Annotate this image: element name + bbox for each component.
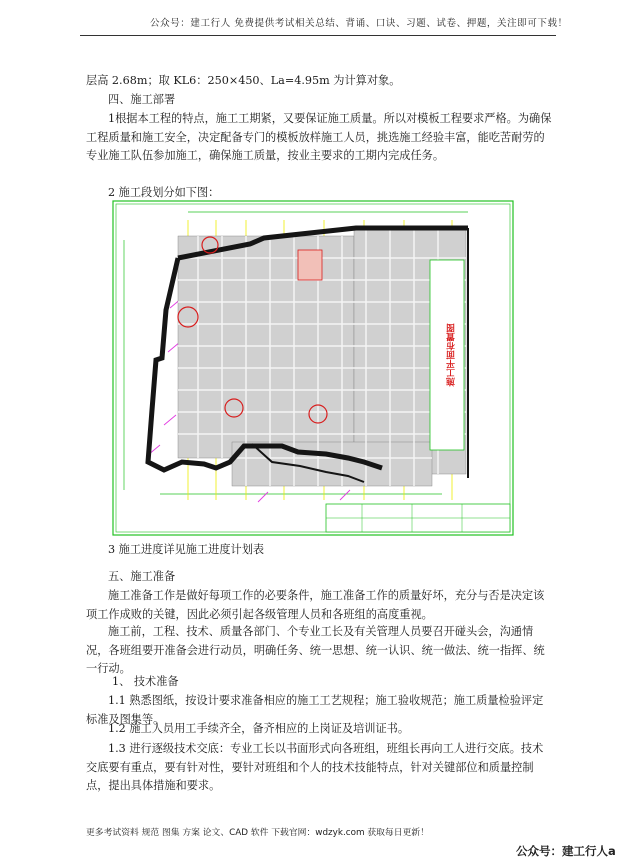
- header-divider: [80, 35, 556, 36]
- deployment-paragraph: 1根据本工程的特点，施工工期紧，又要保证施工质量。所以对模板工程要求严格。为确保工程质量和施工安全，决定配备专门的模板放样施工人员，挑选施工经验丰富，能吃苦耐劳的专业施工队伍参加施工，确保施工质量，按业主要求的工期内完成任务。: [86, 112, 552, 163]
- schedule-reference: 3 施工进度详见施工进度计划表: [108, 543, 265, 556]
- header-notice: 公众号：建工行人 免费提供考试相关总结、背诵、口诀、习题、试卷、押题，关注即可下载！: [150, 18, 568, 29]
- core-room-fill: [298, 250, 322, 280]
- segment-division-caption: 2 施工段划分如下图：: [108, 186, 220, 199]
- preparation-paragraph-1: 施工准备工作是做好每项工作的必要条件，施工准备工作的质量好坏，充分与否是决定该项工作成败的关键，因此必须引起各级管理人员和各班组的高度重视。: [86, 589, 545, 621]
- story-height-line: 层高 2.68m；取 KL6：250×450、La=4.95m 为计算对象。: [86, 74, 401, 87]
- technical-prep-item-1-3: 1.3 进行逐级技术交底：专业工长以书面形式向各班组，班组长再向工人进行交底。技术交底要有重点，要有针对性，要针对班组和个人的技术技能特点，针对关键部位和质量控制点，提出具体措施和要求。: [86, 742, 544, 793]
- section-heading-deployment: 四、施工部署: [108, 93, 176, 106]
- section-heading-preparation: 五、施工准备: [108, 570, 176, 583]
- construction-plan-figure: [112, 200, 514, 536]
- side-label: 施工平面布置图: [446, 323, 456, 387]
- technical-prep-item-1-2: 1.2 施工人员用工手续齐全，备齐相应的上岗证及培训证书。: [108, 722, 410, 735]
- preparation-paragraph-2: 施工前，工程、技术、质量各部门、个专业工长及有关管理人员要召开碰头会，沟通情况，各班组要开准备会进行动员，明确任务、统一思想、统一认识、统一做法、统一指挥、统一行动。: [86, 625, 545, 676]
- technical-prep-item-1-1: 1.1 熟悉图纸，按设计要求准备相应的施工工艺规程；施工验收规范；施工质量检验评定标准及图集等。: [86, 694, 544, 726]
- footer-notice: 更多考试资料 规范 图集 方案 论文、CAD 软件 下载官网：wdzyk.com 获取每日更新！: [86, 828, 429, 838]
- watermark: 公众号：建工行人a: [516, 844, 616, 858]
- technical-prep-heading: 1、 技术准备: [112, 675, 179, 688]
